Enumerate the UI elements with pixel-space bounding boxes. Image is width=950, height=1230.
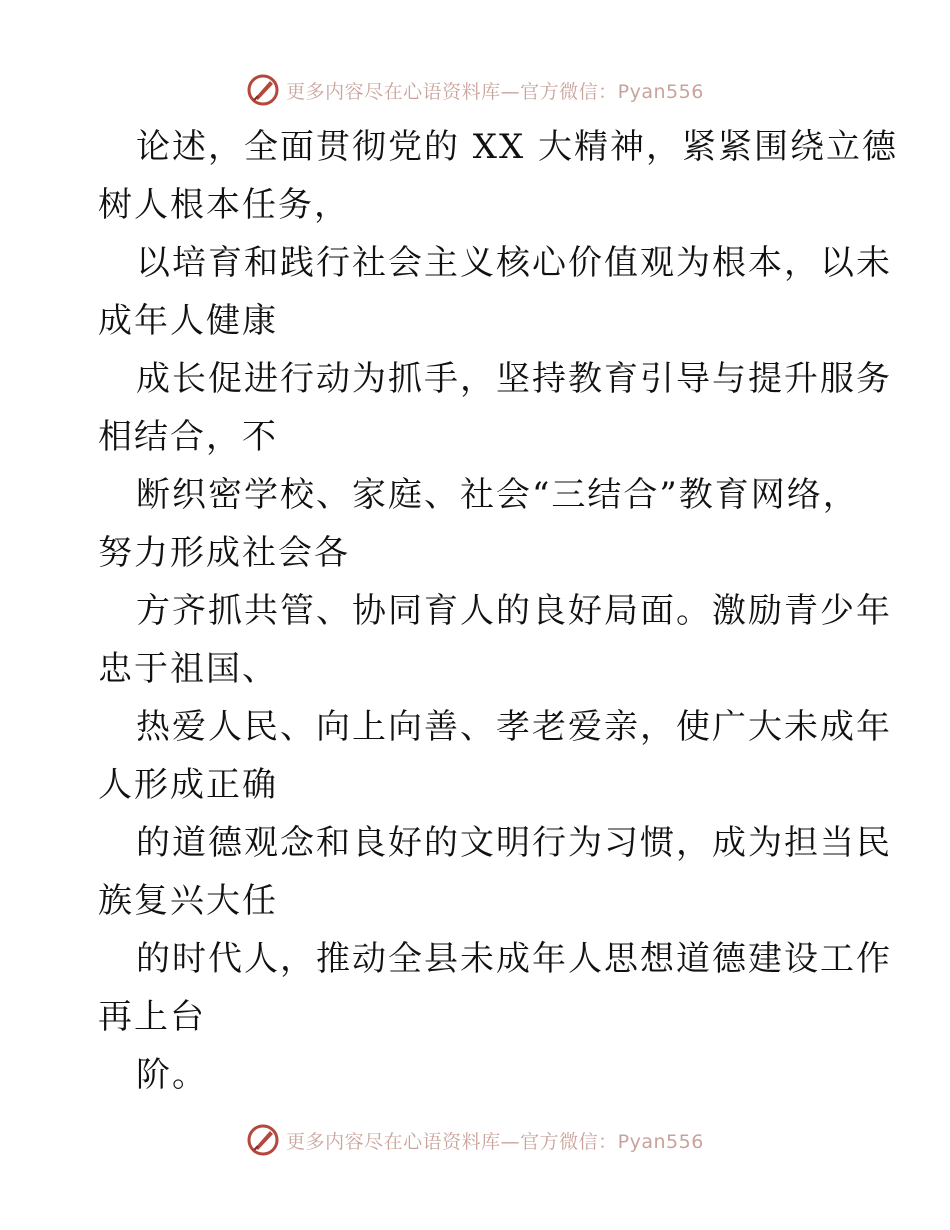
text-line: 的时代人，推动全县未成年人思想道德建设工作 xyxy=(136,939,892,979)
text-line: 论述，全面贯彻党的 XX 大精神，紧紧围绕立德 xyxy=(136,127,899,167)
footer-watermark xyxy=(0,1120,950,1160)
text-line: 断织密学校、家庭、社会“三结合”教育网络， xyxy=(136,475,859,515)
text-line: 相结合，不 xyxy=(98,417,278,457)
quill-seal-icon xyxy=(246,1123,280,1157)
text-line: 方齐抓共管、协同育人的良好局面。激励青少年 xyxy=(136,591,892,631)
text-line: 再上台 xyxy=(98,997,206,1037)
text-line: 族复兴大任 xyxy=(98,881,278,921)
watermark-text: 更多内容尽在心语资料库—官方微信：Pyan556 xyxy=(286,80,704,103)
text-line: 以培育和践行社会主义核心价值观为根本，以未 xyxy=(136,243,892,283)
text-line: 人形成正确 xyxy=(98,765,278,805)
header-watermark xyxy=(0,70,950,110)
text-line: 树人根本任务， xyxy=(98,185,350,225)
text-line: 成年人健康 xyxy=(98,301,278,341)
text-line: 忠于祖国、 xyxy=(98,649,278,689)
text-line: 阶。 xyxy=(136,1055,208,1095)
watermark-text: 更多内容尽在心语资料库—官方微信：Pyan556 xyxy=(286,1130,704,1153)
text-line: 努力形成社会各 xyxy=(98,533,350,573)
text-line: 成长促进行动为抓手，坚持教育引导与提升服务 xyxy=(136,359,892,399)
quill-seal-icon xyxy=(246,73,280,107)
text-line: 的道德观念和良好的文明行为习惯，成为担当民 xyxy=(136,823,892,863)
text-line: 热爱人民、向上向善、孝老爱亲，使广大未成年 xyxy=(136,707,892,747)
document-body xyxy=(98,118,899,1104)
